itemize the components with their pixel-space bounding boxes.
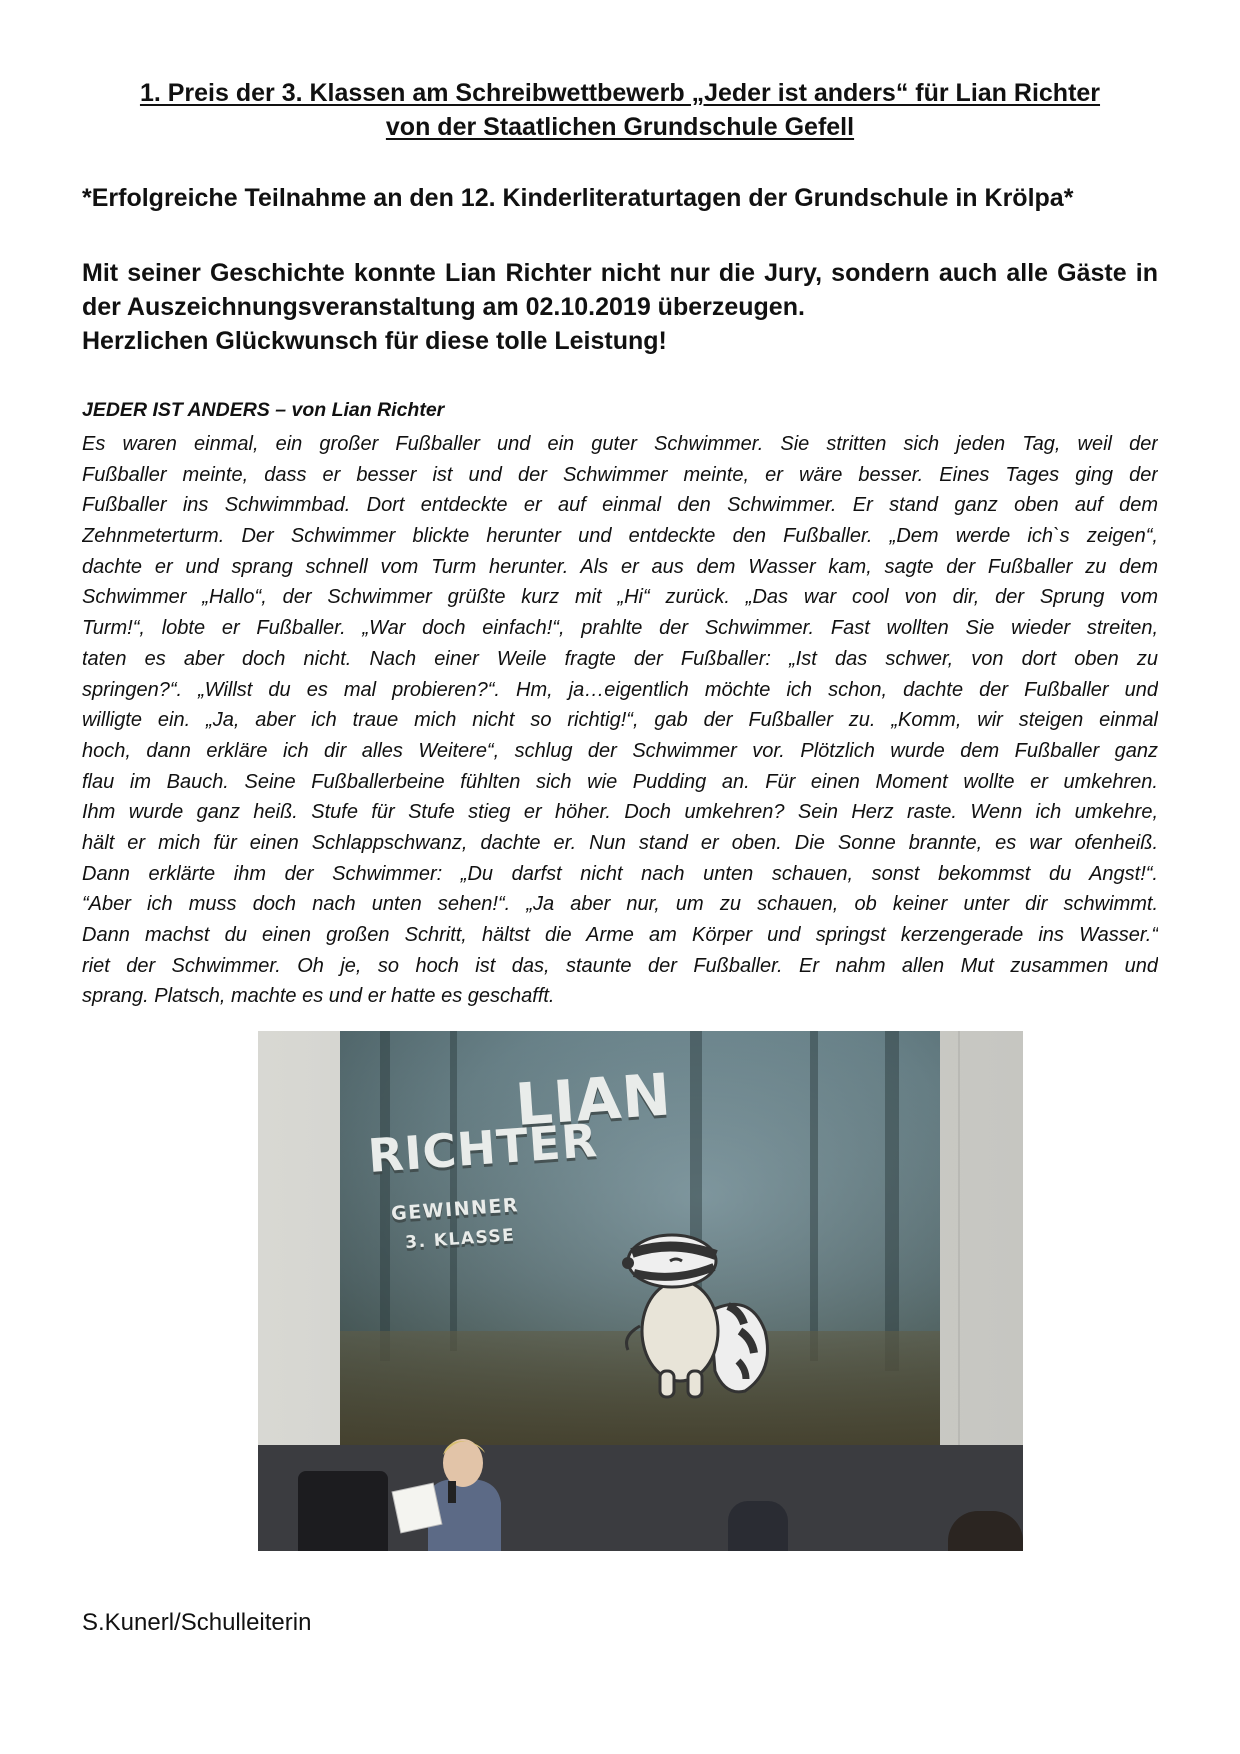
signature: S.Kunerl/Schulleiterin [82, 1609, 312, 1636]
headline-line-1: 1. Preis der 3. Klassen am Schreibwettbewerb „Jeder ist anders“ für Lian Richter [139, 79, 1101, 107]
forest-tree [450, 1031, 457, 1351]
chair [728, 1501, 788, 1551]
story-line: Zehnmeterturm. Der Schwimmer blickte herunter und entdeckte den Fußballer. „Dem werde ich`s zeigen“, [82, 525, 1158, 548]
story-line: riet der Schwimmer. Oh je, so hoch ist das, staunte der Fußballer. Er nahm allen Mut zusammen und [82, 954, 1158, 977]
story-line: Dann erklärte ihm der Schwimmer: „Du darfst nicht nach unten schauen, sonst bekommst du Angst!“. [82, 862, 1158, 885]
participation-text: *Erfolgreiche Teilnahme an den 12. Kinderliteraturtagen der Grundschule in Krölpa* [82, 184, 1074, 212]
badger-illustration [610, 1181, 780, 1401]
story-line: taten es aber doch nicht. Nach einer Weile fragte der Fußballer: „Ist das schwer, von dort oben zu [82, 647, 1158, 670]
story-line: hoch, dann erkläre ich dir alles Weitere“, schlug der Schwimmer vor. Plötzlich wurde dem Fußballer ganz [82, 739, 1158, 762]
forest-tree [380, 1031, 390, 1361]
speaker-boy [388, 1429, 528, 1551]
story-line: “Aber ich muss doch nach unten sehen!“. „Ja aber nur, um zu schauen, ob keiner unter dir schwimmt. [82, 893, 1158, 916]
story-line: Schwimmer „Hallo“, der Schwimmer grüßte kurz mit „Hi“ zurück. „Das war cool von dir, der Sprung vom [82, 586, 1158, 609]
announcement-line-1: Mit seiner Geschichte konnte Lian Richter nicht nur die Jury, sondern auch alle Gäste in [82, 259, 1158, 287]
story-line: Fußballer ins Schwimmbad. Dort entdeckte er auf einmal den Schwimmer. Er stand ganz oben auf dem [82, 494, 1158, 517]
announcement [82, 256, 1158, 358]
story-line: willigte ein. „Ja, aber ich traue mich nicht so richtig!“, gab der Fußballer zu. „Komm, wir steigen einmal [82, 709, 1158, 732]
story-line: sprang. Platsch, machte es und er hatte es geschafft. [82, 985, 555, 1008]
chair [298, 1471, 388, 1551]
audience-head [948, 1511, 1023, 1551]
story-line: dachte er und sprang schnell vom Turm herunter. Als er aus dem Wasser kam, sagte der Fußballer zu dem [82, 555, 1158, 578]
story-title: JEDER IST ANDERS – von Lian Richter [82, 399, 445, 421]
story-line: Turm!“, lobte er Fußballer. „War doch einfach!“, prahlte der Schwimmer. Fast wollten Sie wieder streiten, [82, 617, 1158, 640]
forest-tree [885, 1031, 899, 1371]
participation-note [82, 181, 1158, 215]
story-line: Dann machst du einen großen Schritt, hältst die Arme am Körper und springst kerzengerade ins Wasser.“ [82, 924, 1158, 946]
forest-tree [810, 1031, 818, 1361]
story-line: springen?“. „Willst du es mal probieren?“. Hm, ja…eigentlich möchte ich schon, dachte der Fußballer und [82, 678, 1158, 701]
story-line: Ihm wurde ganz heiß. Stufe für Stufe stieg er höher. Doch umkehren? Sein Herz raste. Wenn ich umkehre, [82, 801, 1158, 824]
screen-first-name: LIAN [513, 1060, 674, 1139]
headline-line-2: von der Staatlichen Grundschule Gefell [385, 113, 855, 141]
story-line: Fußballer meinte, dass er besser ist und der Schwimmer meinte, er wäre besser. Eines Tages ging der [82, 463, 1158, 486]
screen-winner-label: GEWINNER [390, 1194, 520, 1225]
screen-class-label: 3. KLASSE [404, 1225, 516, 1253]
story-line: flau im Bauch. Seine Fußballerbeine fühlten sich wie Pudding an. Für einen Moment wollte er umkehren. [82, 770, 1158, 793]
story-line: Es waren einmal, ein großer Fußballer und ein guter Schwimmer. Sie stritten sich jeden Tag, weil der [82, 433, 1158, 455]
screen-last-name: RICHTER [366, 1113, 600, 1183]
projection-screen [340, 1031, 940, 1445]
announcement-line-3: Herzlichen Glückwunsch für diese tolle Leistung! [82, 327, 667, 355]
announcement-line-2: der Auszeichnungsveranstaltung am 02.10.2019 überzeugen. [82, 293, 805, 321]
award-ceremony-photo [258, 1031, 1023, 1551]
story-line: hält er mich für einen Schlappschwanz, dachte er. Nun stand er oben. Die Sonne brannte, es war ofenheiß. [82, 831, 1158, 854]
story-text [82, 429, 1158, 1012]
